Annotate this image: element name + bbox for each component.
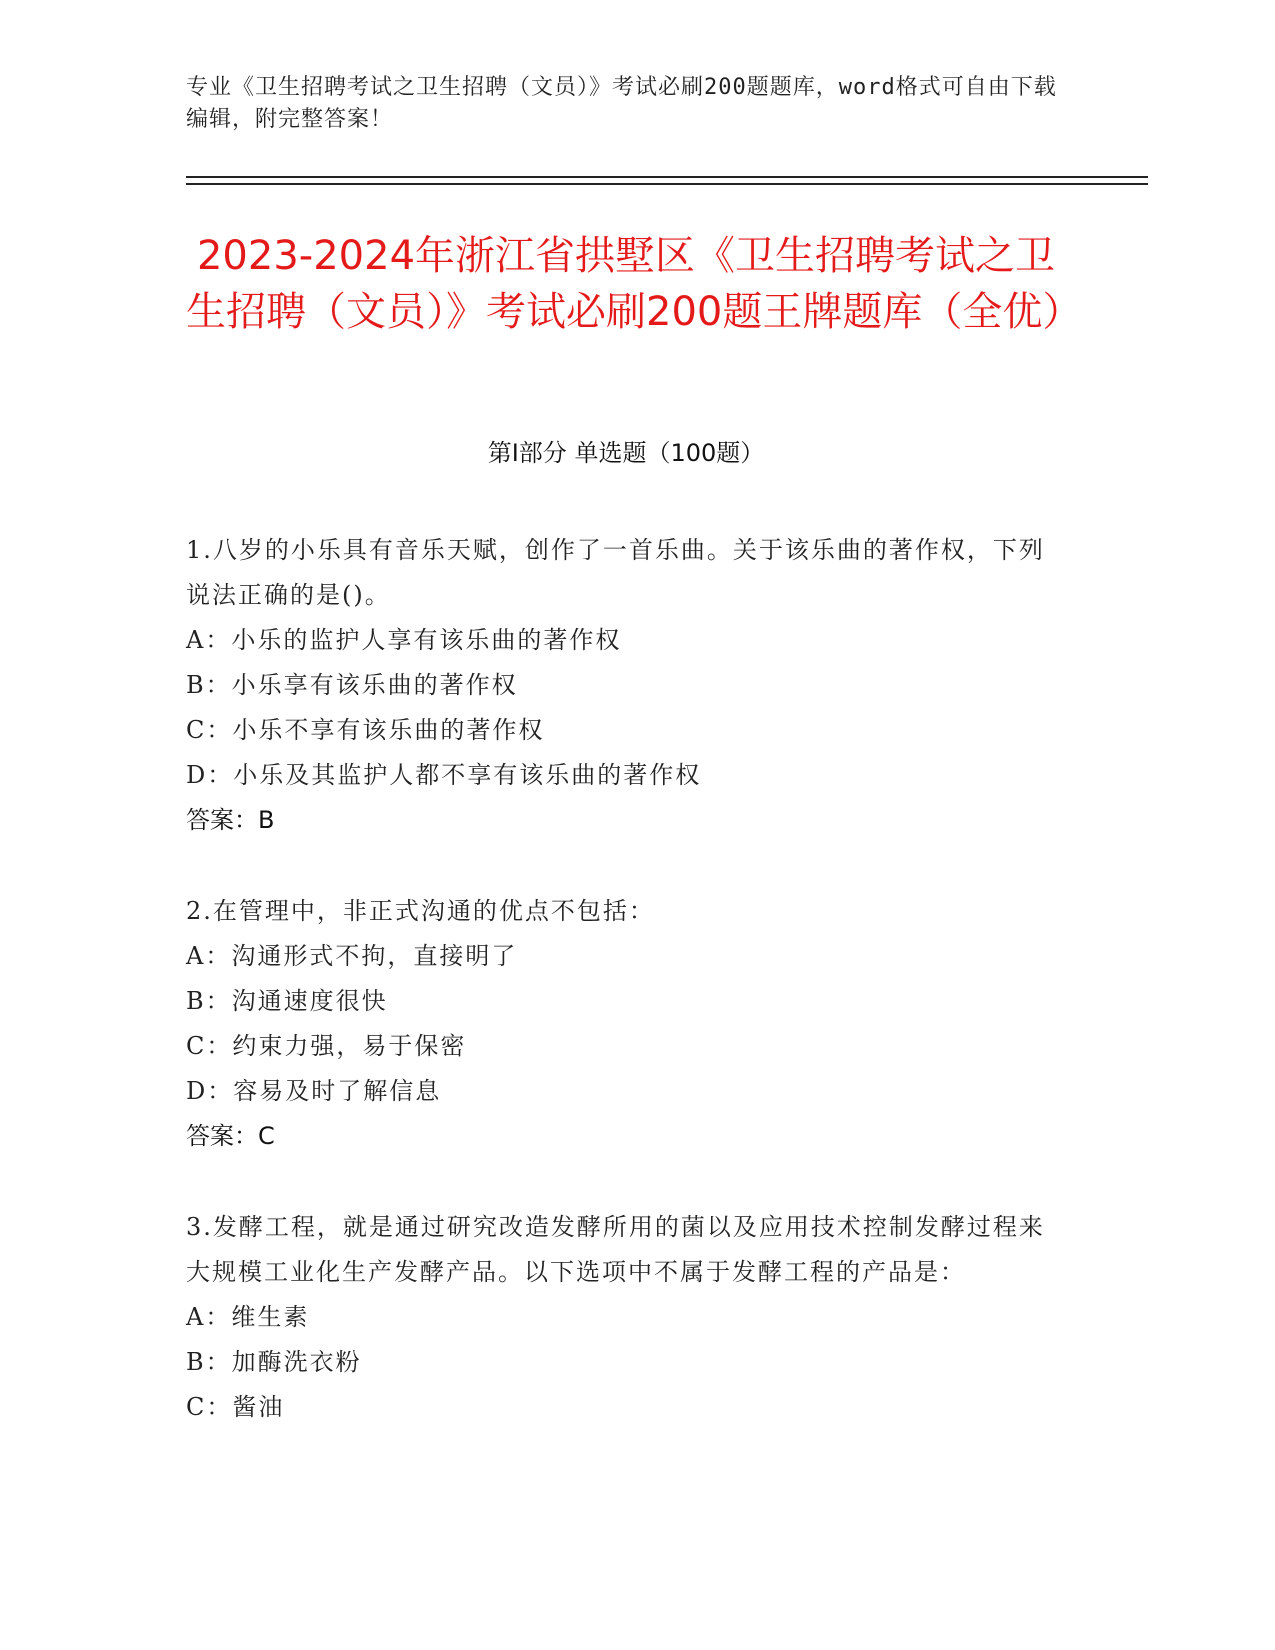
option-a: A：小乐的监护人享有该乐曲的著作权 (186, 626, 622, 654)
question-stem: 1.八岁的小乐具有音乐天赋，创作了一首乐曲。关于该乐曲的著作权，下列说法正确的是()。 (186, 536, 1045, 609)
option-b: B：加酶洗衣粉 (186, 1348, 362, 1376)
option-b: B：小乐享有该乐曲的著作权 (186, 671, 518, 699)
option-c: C：约束力强，易于保密 (186, 1032, 467, 1060)
option-b: B：沟通速度很快 (186, 987, 388, 1015)
question-2 (186, 889, 1066, 1159)
document-title: 2023-2024年浙江省拱墅区《卫生招聘考试之卫生招聘（文员）》考试必刷200题王牌题库（全优） (186, 233, 1083, 335)
question-3 (186, 1205, 1066, 1430)
option-d: D：小乐及其监护人都不享有该乐曲的著作权 (186, 761, 702, 789)
question-stem: 2.在管理中，非正式沟通的优点不包括： (186, 897, 655, 925)
option-a: A：沟通形式不拘，直接明了 (186, 942, 518, 970)
option-c: C：酱油 (186, 1393, 285, 1421)
answer: 答案：C (186, 1122, 275, 1150)
section-heading: 第I部分 单选题（100题） (487, 439, 765, 467)
answer: 答案：B (186, 806, 275, 834)
header-note: 专业《卫生招聘考试之卫生招聘（文员）》考试必刷200题题库，word格式可自由下载编辑，附完整答案！ (186, 75, 1057, 132)
question-list (186, 528, 1066, 1476)
option-d: D：容易及时了解信息 (186, 1077, 442, 1105)
header-divider-top (186, 176, 1148, 178)
option-a: A：维生素 (186, 1303, 310, 1331)
option-c: C：小乐不享有该乐曲的著作权 (186, 716, 545, 744)
question-stem: 3.发酵工程，就是通过研究改造发酵所用的菌以及应用技术控制发酵过程来大规模工业化生产发酵产品。以下选项中不属于发酵工程的产品是： (186, 1213, 1045, 1286)
question-1 (186, 528, 1066, 843)
header-divider-bottom (186, 183, 1148, 185)
